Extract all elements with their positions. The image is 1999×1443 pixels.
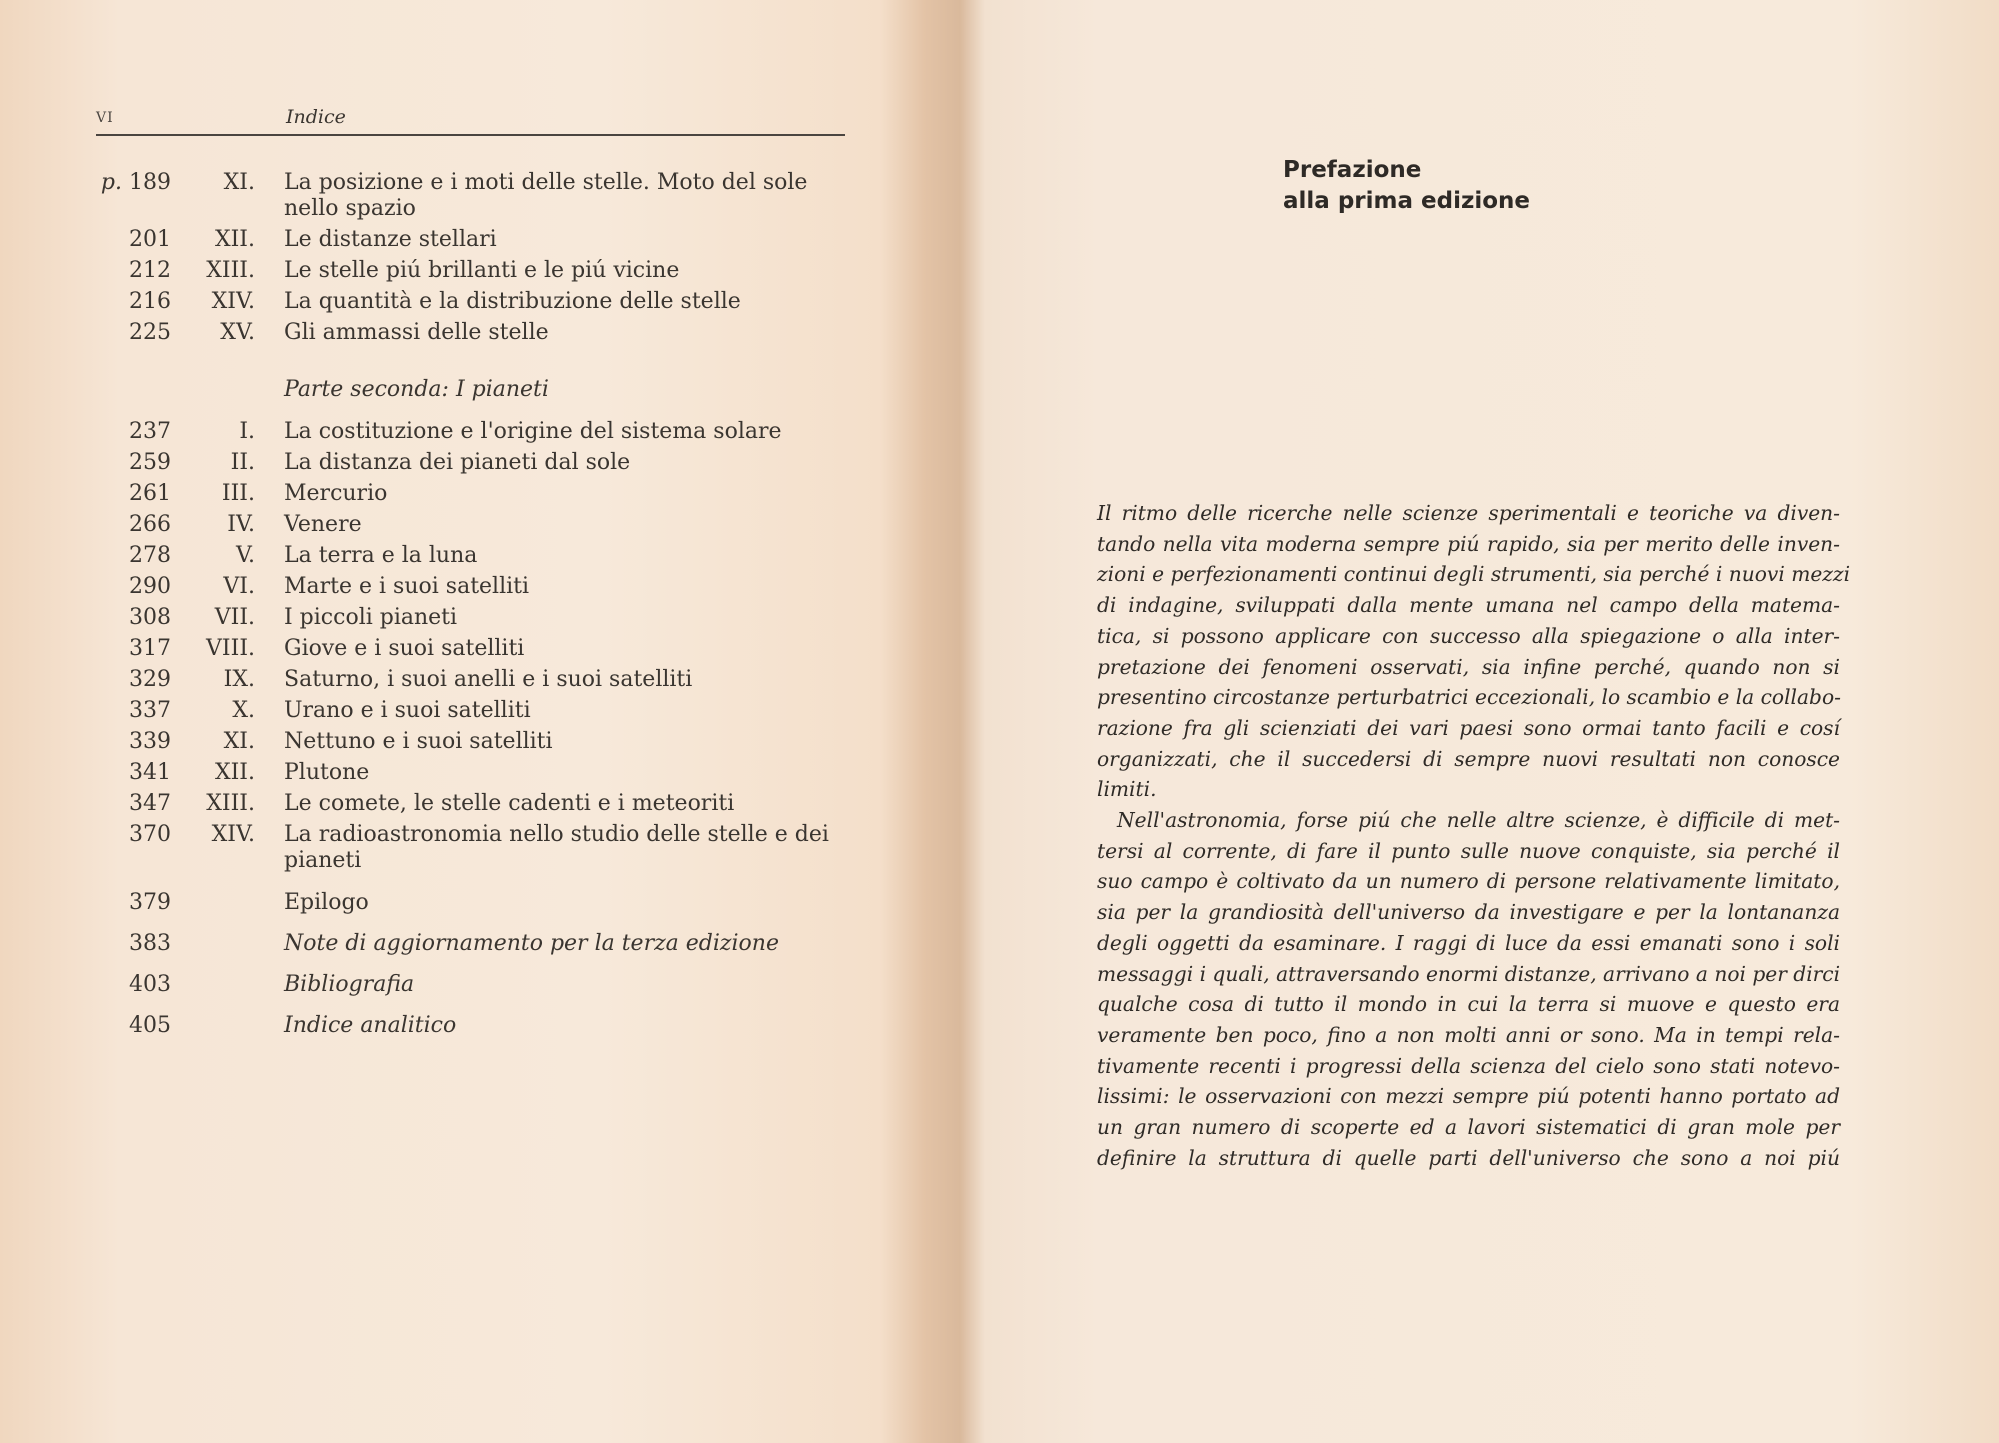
toc-title: Bibliografia	[284, 972, 415, 997]
toc-page-number: 370	[129, 822, 171, 847]
body-line: Nell'astronomia, forse piú che nelle altre scienze, è difficile di met-	[1117, 808, 1840, 833]
toc-page-number: 329	[129, 667, 171, 692]
table-of-contents	[96, 170, 856, 1039]
toc-entry	[96, 698, 856, 724]
body-line: limiti.	[1097, 777, 1157, 802]
body-line: zioni e perfezionamenti continui degli strumenti, sia perché i nuovi mezzi	[1097, 562, 1851, 587]
toc-title: Epilogo	[284, 890, 369, 915]
preface-title	[1283, 155, 1530, 217]
toc-entry	[96, 289, 856, 315]
toc-chapter-number: XIV.	[211, 822, 255, 847]
toc-chapter-number: XIV.	[211, 289, 255, 314]
toc-entry	[96, 450, 856, 476]
toc-title: Venere	[284, 512, 362, 537]
toc-page-number: 317	[129, 636, 171, 661]
body-line: qualche cosa di tutto il mondo in cui la terra si muove e questo era	[1097, 992, 1840, 1017]
toc-page-number: 341	[129, 760, 171, 785]
toc-page-number: 339	[129, 729, 171, 754]
toc-page-number: 237	[129, 419, 171, 444]
toc-chapter-number: III.	[221, 481, 255, 506]
running-head	[96, 106, 845, 136]
toc-title: La quantità e la distribuzione delle stelle	[284, 289, 741, 314]
body-line: lissimi: le osservazioni con mezzi sempre piú potenti hanno portato ad	[1097, 1084, 1840, 1109]
toc-title: Le distanze stellari	[284, 227, 497, 252]
toc-title: I piccoli pianeti	[284, 605, 458, 630]
body-line: un gran numero di scoperte ed a lavori sistematici di gran mole per	[1097, 1115, 1840, 1140]
toc-page-number: 266	[129, 512, 171, 537]
toc-title: Marte e i suoi satelliti	[284, 574, 530, 599]
toc-page-number: 308	[129, 605, 171, 630]
toc-entry	[96, 574, 856, 600]
toc-title: Le stelle piú brillanti e le piú vicine	[284, 258, 680, 283]
toc-title: Note di aggiornamento per la terza edizione	[284, 931, 779, 956]
toc-title: La posizione e i moti delle stelle. Moto del sole	[284, 170, 808, 195]
toc-page-number: 379	[129, 890, 171, 915]
toc-title: La terra e la luna	[284, 543, 478, 568]
toc-entry	[96, 481, 856, 507]
toc-title: Le comete, le stelle cadenti e i meteoriti	[284, 791, 735, 816]
toc-entry	[96, 822, 856, 874]
toc-title-continued: pianeti	[284, 848, 362, 873]
toc-title: La radioastronomia nello studio delle stelle e dei	[284, 822, 829, 847]
body-line: messaggi i quali, attraversando enormi distanze, arrivano a noi per dirci	[1097, 961, 1841, 986]
left-page	[0, 0, 965, 1443]
body-line: suo campo è coltivato da un numero di persone relativamente limitato,	[1097, 869, 1840, 894]
toc-chapter-number: X.	[232, 698, 255, 723]
toc-entry	[96, 1013, 856, 1039]
toc-entry	[96, 227, 856, 253]
toc-chapter-number: VII.	[214, 605, 255, 630]
body-line: pretazione dei fenomeni osservati, sia infine perché, quando non si	[1097, 654, 1840, 679]
toc-chapter-number: VIII.	[206, 636, 255, 661]
toc-chapter-number: II.	[230, 450, 255, 475]
body-line: presentino circostanze perturbatrici eccezionali, lo scambio e la collabo-	[1097, 685, 1841, 710]
body-line: razione fra gli scienziati dei vari paesi sono ormai tanto facili e cosí	[1097, 715, 1840, 740]
toc-title: Indice analitico	[284, 1013, 457, 1038]
toc-page-number: p. 189	[100, 170, 171, 195]
toc-chapter-number: XV.	[220, 320, 255, 345]
body-line: di indagine, sviluppati dalla mente umana nel campo della matema-	[1097, 593, 1840, 618]
toc-page-number: 212	[129, 258, 171, 283]
toc-chapter-number: IX.	[223, 667, 255, 692]
toc-page-number: 216	[129, 289, 171, 314]
body-line: definire la struttura di quelle parti dell'universo che sono a noi piú	[1097, 1145, 1840, 1170]
toc-title: Urano e i suoi satelliti	[284, 698, 531, 723]
toc-page-number: 261	[129, 481, 171, 506]
toc-title: La costituzione e l'origine del sistema solare	[284, 419, 782, 444]
toc-chapter-number: V.	[235, 543, 255, 568]
toc-chapter-number: XI.	[223, 170, 255, 195]
toc-entry	[96, 667, 856, 693]
toc-page-number: 383	[129, 931, 171, 956]
body-line: veramente ben poco, fino a non molti anni or sono. Ma in tempi rela-	[1097, 1022, 1840, 1047]
toc-page-number: 278	[129, 543, 171, 568]
toc-chapter-number: XII.	[214, 760, 255, 785]
toc-chapter-number: XII.	[214, 227, 255, 252]
toc-chapter-number: IV.	[227, 512, 255, 537]
toc-title: Mercurio	[284, 481, 388, 506]
toc-entry	[96, 512, 856, 538]
toc-entry	[96, 760, 856, 786]
toc-entry	[96, 636, 856, 662]
toc-page-number: 405	[129, 1013, 171, 1038]
toc-title: Plutone	[284, 760, 370, 785]
preface-title-line2: alla prima edizione	[1283, 188, 1530, 214]
toc-entry	[96, 543, 856, 569]
toc-title-continued: nello spazio	[284, 196, 416, 221]
body-line: tersi al corrente, di fare il punto sulle nuove conquiste, sia perché il	[1097, 838, 1840, 863]
body-line: Il ritmo delle ricerche nelle scienze sperimentali e teoriche va diven-	[1097, 501, 1840, 525]
toc-entry	[96, 320, 856, 346]
toc-page-number: 259	[129, 450, 171, 475]
toc-title: La distanza dei pianeti dal sole	[284, 450, 631, 475]
toc-title: Saturno, i suoi anelli e i suoi satelliti	[284, 667, 693, 692]
toc-page-number: 225	[129, 320, 171, 345]
toc-page-number: 347	[129, 791, 171, 816]
toc-entry	[96, 931, 856, 957]
body-line: degli oggetti da esaminare. I raggi di luce da essi emanati sono i soli	[1097, 930, 1840, 955]
toc-page-number: 403	[129, 972, 171, 997]
toc-entry	[96, 890, 856, 916]
body-line: organizzati, che il succedersi di sempre nuovi resultati non conosce	[1097, 746, 1840, 771]
toc-chapter-number: XIII.	[206, 791, 255, 816]
toc-chapter-number: XIII.	[206, 258, 255, 283]
body-line: tivamente recenti i progressi della scienza del cielo sono stati notevo-	[1097, 1053, 1840, 1078]
toc-entry	[96, 791, 856, 817]
toc-title: Nettuno e i suoi satelliti	[284, 729, 553, 754]
toc-title: Giove e i suoi satelliti	[284, 636, 525, 661]
toc-page-number: 290	[129, 574, 171, 599]
part-heading: Parte seconda: I pianeti	[284, 377, 549, 402]
folio: VI	[96, 110, 114, 126]
body-line: sia per la grandiosità dell'universo da investigare e per la lontananza	[1097, 900, 1840, 925]
toc-chapter-number: I.	[239, 419, 255, 444]
preface-title-line1: Prefazione	[1283, 157, 1422, 183]
toc-entry	[96, 605, 856, 631]
preface-body	[1097, 498, 1851, 1173]
toc-chapter-number: XI.	[223, 729, 255, 754]
toc-entry	[96, 170, 856, 222]
toc-entry	[96, 729, 856, 755]
toc-page-number: 337	[129, 698, 171, 723]
toc-chapter-number: VI.	[223, 574, 255, 599]
body-line: tando nella vita moderna sempre piú rapido, sia per merito delle inven-	[1097, 531, 1840, 556]
running-title: Indice	[286, 106, 346, 128]
toc-page-number: 201	[129, 227, 171, 252]
body-line: tica, si possono applicare con successo alla spiegazione o alla inter-	[1097, 623, 1840, 648]
toc-entry	[96, 258, 856, 284]
toc-entry	[96, 419, 856, 445]
toc-title: Gli ammassi delle stelle	[284, 320, 549, 345]
toc-entry	[96, 972, 856, 998]
